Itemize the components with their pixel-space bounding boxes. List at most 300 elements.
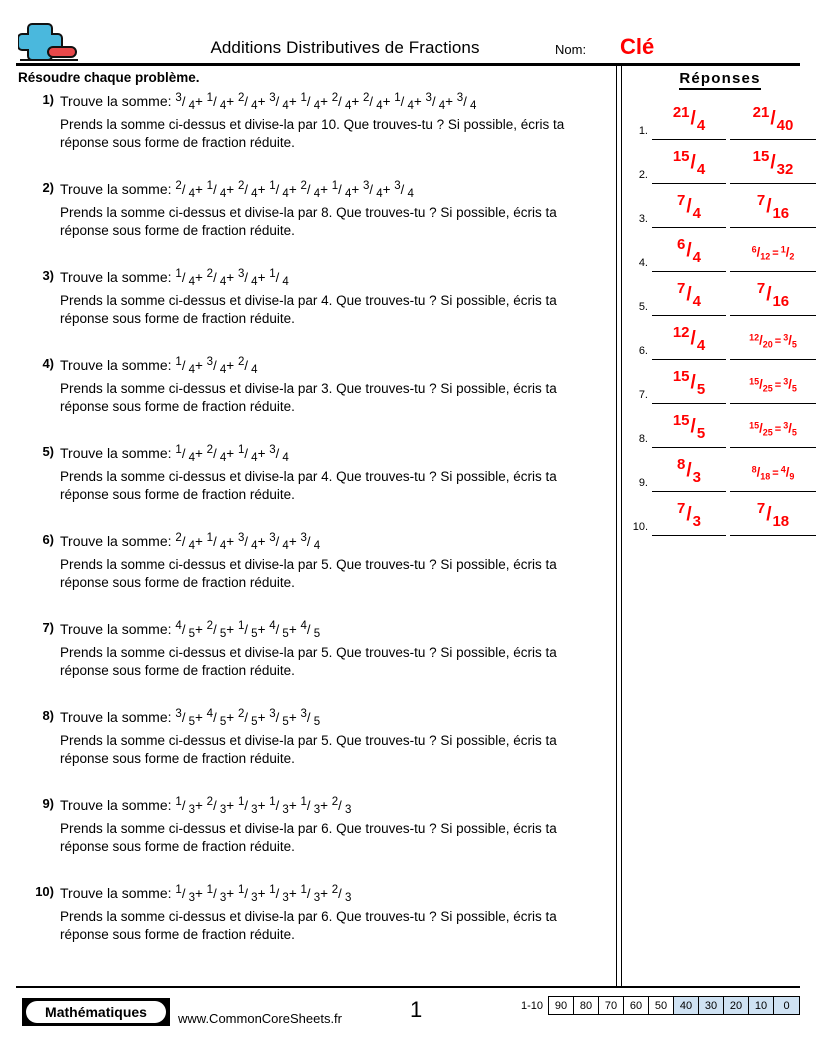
- fraction-denominator: 5: [185, 716, 196, 728]
- score-scale-cell: 0: [774, 997, 799, 1014]
- problem-prompt: Trouve la somme:: [60, 533, 176, 549]
- fraction-term: [207, 620, 227, 641]
- fraction-slash: /: [338, 182, 342, 197]
- answer-slash: /: [686, 459, 692, 481]
- answer-index: 6.: [638, 345, 648, 357]
- fraction-term: [300, 92, 320, 113]
- reduced-slash: /: [785, 243, 790, 259]
- fraction-numerator: 1: [175, 444, 182, 456]
- score-scale: [521, 996, 800, 1015]
- problem-body: [60, 92, 608, 151]
- answer-fraction: [756, 279, 790, 310]
- column-divider: [616, 66, 622, 986]
- answer-quotient-blank[interactable]: [730, 186, 816, 228]
- problem-number: 7): [42, 620, 54, 635]
- answer-quotient-blank[interactable]: [730, 406, 816, 448]
- equals-sign: =: [774, 334, 782, 347]
- answer-row: [626, 228, 798, 272]
- reduced-denominator: 5: [791, 426, 797, 437]
- fraction-term: [207, 92, 227, 113]
- fraction-numerator: 1: [394, 92, 401, 104]
- fraction-numerator: 2: [331, 92, 339, 104]
- answer-fraction: [672, 367, 706, 398]
- fraction-slash: /: [275, 622, 280, 637]
- fraction-numerator: 1: [300, 92, 307, 104]
- problem-number: 2): [42, 180, 54, 195]
- fraction-denominator: 3: [247, 804, 258, 816]
- fraction-term: [269, 796, 289, 817]
- answer-sum-blank[interactable]: [652, 406, 726, 448]
- answer-numerator: 15: [672, 367, 690, 385]
- fraction-numerator: 1: [175, 884, 182, 896]
- fraction-numerator: 1: [175, 268, 182, 280]
- plus-sign: +: [195, 270, 207, 285]
- plus-sign: +: [288, 94, 301, 109]
- fraction-denominator: 4: [216, 276, 227, 288]
- fraction-numerator: 1: [269, 268, 276, 280]
- problem-expression: [60, 620, 608, 641]
- answer-slash: /: [690, 371, 696, 393]
- problem-body: [60, 884, 608, 943]
- fraction-numerator: 2: [331, 796, 339, 808]
- plus-sign: +: [288, 182, 301, 197]
- fraction-term: [269, 180, 289, 201]
- answer-reduced-expression: [749, 421, 797, 435]
- fraction-slash: /: [213, 798, 217, 813]
- score-scale-cell: 80: [574, 997, 599, 1014]
- answer-row: [626, 96, 798, 140]
- answer-index: 5.: [638, 301, 648, 313]
- fraction-slash: /: [306, 886, 311, 901]
- answer-denominator: 4: [692, 248, 701, 266]
- fraction-term: [207, 708, 227, 729]
- fraction-numerator: 1: [237, 444, 245, 456]
- problem-prompt: Trouve la somme:: [60, 621, 176, 637]
- answer-slash: /: [759, 331, 763, 347]
- answer-quotient-value: [730, 142, 816, 183]
- plus-sign: +: [195, 622, 207, 637]
- fraction-slash: /: [369, 94, 374, 109]
- answer-denominator: 3: [692, 512, 701, 530]
- answer-reduced-expression: [752, 465, 795, 479]
- plus-sign: +: [195, 534, 207, 549]
- fraction-term: [426, 92, 446, 113]
- site-url: www.CommonCoreSheets.fr: [178, 1011, 342, 1026]
- fraction-numerator: 2: [175, 180, 182, 192]
- page-title: Additions Distributives de Fractions: [210, 38, 480, 57]
- fraction-term: [269, 268, 289, 289]
- answer-index: 3.: [638, 213, 648, 225]
- answer-sum-blank[interactable]: [652, 274, 726, 316]
- problem-instruction: Prends la somme ci-dessus et divise-la par 5. Que trouves-tu ? Si possible, écris ta réponse sous forme de fraction réduite.: [60, 733, 557, 766]
- answer-sum-value: [652, 450, 726, 491]
- fraction-denominator: 4: [373, 188, 383, 200]
- reduced-numerator: 1: [780, 243, 786, 254]
- fraction-denominator: 4: [185, 100, 196, 112]
- answer-sum-value: [652, 406, 726, 447]
- fraction-denominator: 4: [185, 276, 196, 288]
- fraction-numerator: 1: [175, 796, 182, 808]
- fraction-numerator: 2: [363, 92, 370, 104]
- fraction-term: [300, 884, 320, 905]
- name-label: Nom:: [555, 42, 587, 57]
- fraction-numerator: 3: [206, 356, 214, 368]
- fraction-slash: /: [275, 798, 280, 813]
- answer-fraction: [672, 411, 706, 442]
- footer-rule: [16, 986, 800, 988]
- answer-denominator: 25: [762, 382, 773, 393]
- answer-numerator: 6: [677, 235, 686, 253]
- answer-denominator: 3: [692, 468, 701, 486]
- answer-sum-value: [652, 230, 726, 271]
- answer-quotient-blank[interactable]: [730, 230, 816, 272]
- answer-sum-blank[interactable]: [652, 230, 726, 272]
- answer-sum-blank[interactable]: [652, 362, 726, 404]
- plus-sign: +: [226, 534, 238, 549]
- fraction-term: [207, 180, 227, 201]
- fraction-numerator: 2: [237, 92, 245, 104]
- fraction-denominator: 4: [279, 100, 289, 112]
- score-scale-range: 1-10: [520, 999, 543, 1012]
- answer-fraction: [672, 323, 706, 354]
- problem-expression: [60, 796, 608, 817]
- answer-row: [626, 404, 798, 448]
- answer-slash: /: [770, 151, 776, 173]
- answer-slash: /: [766, 195, 772, 217]
- problem-number: 4): [42, 356, 54, 371]
- fraction-slash: /: [213, 886, 217, 901]
- answer-quotient-blank[interactable]: [730, 450, 816, 492]
- problem-item: [18, 884, 608, 960]
- answer-numerator: 12: [749, 331, 760, 342]
- fraction-numerator: 3: [456, 92, 464, 104]
- fraction-slash: /: [213, 446, 217, 461]
- score-scale-cell: 30: [699, 997, 724, 1014]
- answer-row: [626, 316, 798, 360]
- problem-prompt: Trouve la somme:: [60, 709, 176, 725]
- fraction-term: [238, 620, 258, 641]
- problem-instruction: Prends la somme ci-dessus et divise-la par 10. Que trouves-tu ? Si possible, écris ta réponse sous forme de fraction réduite.: [60, 117, 565, 150]
- answer-index: 9.: [638, 477, 648, 489]
- fraction-numerator: 2: [237, 356, 245, 368]
- problem-expression: [60, 444, 608, 465]
- fraction-term: [269, 92, 289, 113]
- fraction-numerator: 1: [206, 180, 214, 192]
- reduced-denominator: 5: [791, 382, 797, 393]
- problem-expression: [60, 884, 608, 905]
- fraction-denominator: 3: [247, 892, 258, 904]
- problem-item: [18, 180, 608, 256]
- answer-quotient-blank[interactable]: [730, 274, 816, 316]
- instruction-text: Résoudre chaque problème.: [18, 70, 200, 85]
- problem-list: [18, 92, 608, 972]
- fraction-slash: /: [181, 270, 186, 285]
- score-scale-cell: 50: [649, 997, 674, 1014]
- fraction-denominator: 4: [247, 188, 258, 200]
- answer-index: 4.: [638, 257, 648, 269]
- fraction-slash: /: [338, 798, 342, 813]
- answer-denominator: 4: [696, 160, 706, 178]
- plus-minus-icon: [18, 18, 80, 62]
- answer-quotient-blank[interactable]: [730, 494, 816, 536]
- problem-expression: [60, 708, 608, 729]
- plus-sign: +: [288, 622, 301, 637]
- answer-denominator: 4: [696, 116, 706, 134]
- fraction-numerator: 1: [237, 884, 245, 896]
- answer-sum-value: [652, 318, 726, 359]
- fraction-denominator: 4: [247, 540, 258, 552]
- fraction-numerator: 1: [300, 796, 307, 808]
- plus-sign: +: [257, 446, 270, 461]
- fraction-numerator: 1: [269, 180, 276, 192]
- answer-sum-blank[interactable]: [652, 450, 726, 492]
- score-scale-cell: 60: [624, 997, 649, 1014]
- answer-quotient-value: [730, 362, 816, 403]
- problem-prompt: Trouve la somme:: [60, 885, 176, 901]
- fraction-denominator: 4: [247, 364, 258, 376]
- fraction-denominator: 3: [341, 804, 352, 816]
- plus-sign: +: [382, 94, 395, 109]
- plus-sign: +: [226, 886, 238, 901]
- answer-numerator: 12: [672, 323, 690, 341]
- answer-fraction: [672, 147, 706, 178]
- equals-sign: =: [774, 422, 782, 435]
- fraction-denominator: 4: [279, 452, 289, 464]
- fraction-term: [175, 180, 195, 201]
- answer-slash: /: [766, 283, 772, 305]
- fraction-term: [394, 92, 414, 113]
- answer-slash: /: [756, 243, 761, 259]
- fraction-slash: /: [244, 622, 248, 637]
- problem-number: 6): [42, 532, 54, 547]
- fraction-slash: /: [244, 534, 248, 549]
- problem-instruction: Prends la somme ci-dessus et divise-la par 6. Que trouves-tu ? Si possible, écris ta réponse sous forme de fraction réduite.: [60, 909, 557, 942]
- fraction-slash: /: [306, 94, 311, 109]
- answer-denominator: 4: [692, 204, 701, 222]
- plus-sign: +: [257, 270, 270, 285]
- fraction-term: [207, 356, 227, 377]
- answer-quotient-blank[interactable]: [730, 142, 816, 184]
- fraction-term: [269, 532, 289, 553]
- fraction-numerator: 1: [206, 532, 214, 544]
- answer-slash: /: [756, 463, 761, 479]
- fraction-term: [175, 532, 195, 553]
- fraction-slash: /: [306, 710, 311, 725]
- problem-prompt: Trouve la somme:: [60, 445, 176, 461]
- answer-sum-blank[interactable]: [652, 494, 726, 536]
- answer-slash: /: [759, 375, 763, 391]
- problem-body: [60, 356, 608, 415]
- problem-item: [18, 444, 608, 520]
- fraction-numerator: 1: [237, 620, 245, 632]
- answer-sum-blank[interactable]: [652, 186, 726, 228]
- fraction-denominator: 5: [185, 628, 196, 640]
- fraction-term: [175, 356, 195, 377]
- plus-sign: +: [226, 358, 238, 373]
- fraction-slash: /: [244, 182, 248, 197]
- fraction-term: [175, 92, 195, 113]
- fraction-numerator: 4: [206, 708, 214, 720]
- fraction-denominator: 3: [185, 804, 196, 816]
- plus-sign: +: [257, 886, 270, 901]
- fraction-term: [175, 620, 195, 641]
- fraction-slash: /: [244, 446, 248, 461]
- fraction-term: [269, 444, 289, 465]
- reduced-numerator: 3: [783, 375, 789, 386]
- answer-sum-blank[interactable]: [652, 318, 726, 360]
- problem-instruction: Prends la somme ci-dessus et divise-la par 5. Que trouves-tu ? Si possible, écris ta réponse sous forme de fraction réduite.: [60, 557, 557, 590]
- plus-sign: +: [257, 182, 270, 197]
- fraction-slash: /: [244, 94, 248, 109]
- plus-sign: +: [257, 534, 270, 549]
- problem-body: [60, 532, 608, 591]
- fraction-term: [238, 708, 258, 729]
- problem-expression: [60, 92, 608, 113]
- answer-fraction: [672, 103, 706, 134]
- answer-fraction: [756, 191, 790, 222]
- fraction-slash: /: [181, 94, 186, 109]
- fraction-numerator: 3: [300, 532, 307, 544]
- plus-sign: +: [413, 94, 426, 109]
- answer-sum-blank[interactable]: [652, 142, 726, 184]
- problem-number: 3): [42, 268, 54, 283]
- answers-heading: [640, 70, 800, 87]
- problem-prompt: Trouve la somme:: [60, 93, 176, 109]
- fraction-denominator: 3: [185, 892, 196, 904]
- fraction-denominator: 4: [185, 452, 196, 464]
- fraction-denominator: 5: [216, 716, 227, 728]
- fraction-term: [363, 92, 383, 113]
- fraction-slash: /: [275, 270, 280, 285]
- fraction-numerator: 1: [175, 356, 182, 368]
- fraction-slash: /: [181, 446, 186, 461]
- plus-sign: +: [257, 710, 270, 725]
- fraction-term: [207, 532, 227, 553]
- fraction-slash: /: [431, 94, 436, 109]
- problem-body: [60, 796, 608, 855]
- fraction-numerator: 1: [206, 92, 214, 104]
- fraction-slash: /: [181, 798, 186, 813]
- problem-expression: [60, 356, 608, 377]
- problem-body: [60, 708, 608, 767]
- answer-denominator: 18: [760, 470, 771, 481]
- answer-quotient-value: [730, 98, 816, 139]
- fraction-term: [394, 180, 414, 201]
- fraction-term: [175, 268, 195, 289]
- fraction-slash: /: [213, 182, 217, 197]
- fraction-term: [269, 884, 289, 905]
- fraction-numerator: 2: [206, 268, 214, 280]
- fraction-numerator: 1: [269, 796, 276, 808]
- answer-slash: /: [770, 107, 776, 129]
- answer-reduced-expression: [749, 333, 797, 347]
- answer-numerator: 7: [756, 279, 766, 297]
- plus-sign: +: [320, 94, 332, 109]
- answer-key-marker: Clé: [620, 34, 655, 59]
- plus-sign: +: [257, 798, 270, 813]
- fraction-term: [269, 620, 289, 641]
- problem-instruction: Prends la somme ci-dessus et divise-la par 5. Que trouves-tu ? Si possible, écris ta réponse sous forme de fraction réduite.: [60, 645, 557, 678]
- fraction-term: [207, 444, 227, 465]
- fraction-numerator: 2: [175, 532, 182, 544]
- fraction-numerator: 1: [331, 180, 339, 192]
- fraction-slash: /: [244, 798, 248, 813]
- answer-index: 8.: [638, 433, 648, 445]
- answer-numerator: 15: [752, 147, 770, 165]
- answer-slash: /: [686, 503, 692, 525]
- fraction-denominator: 5: [247, 628, 258, 640]
- fraction-slash: /: [275, 446, 280, 461]
- plus-sign: +: [195, 94, 207, 109]
- answer-quotient-blank[interactable]: [730, 362, 816, 404]
- fraction-numerator: 3: [394, 180, 401, 192]
- score-scale-cell: 20: [724, 997, 749, 1014]
- reduced-denominator: 5: [791, 338, 797, 349]
- answer-quotient-value: [730, 318, 816, 359]
- plus-sign: +: [382, 182, 395, 197]
- answer-slash: /: [690, 415, 696, 437]
- answer-key-list: [626, 96, 798, 536]
- fraction-term: [300, 796, 320, 817]
- plus-sign: +: [195, 358, 207, 373]
- fraction-term: [300, 532, 320, 553]
- page-number: 1: [410, 997, 423, 1022]
- reduced-numerator: 3: [783, 331, 789, 342]
- fraction-denominator: 4: [216, 540, 227, 552]
- answer-fraction: [752, 103, 794, 134]
- fraction-term: [332, 884, 352, 905]
- answer-index: 10.: [632, 521, 648, 533]
- fraction-denominator: 5: [279, 716, 289, 728]
- fraction-slash: /: [181, 622, 186, 637]
- answer-quotient-value: [730, 406, 816, 447]
- reduced-denominator: 9: [789, 470, 795, 481]
- fraction-denominator: 4: [216, 364, 227, 376]
- answer-sum-value: [652, 186, 726, 227]
- plus-sign: +: [226, 446, 238, 461]
- fraction-numerator: 1: [269, 884, 276, 896]
- plus-sign: +: [195, 710, 207, 725]
- fraction-denominator: 4: [247, 452, 258, 464]
- fraction-denominator: 4: [247, 276, 258, 288]
- problem-item: [18, 620, 608, 696]
- answer-slash: /: [690, 107, 696, 129]
- fraction-slash: /: [338, 94, 342, 109]
- answer-row: [626, 492, 798, 536]
- score-scale-cell: 70: [599, 997, 624, 1014]
- fraction-slash: /: [275, 94, 280, 109]
- answer-quotient-blank[interactable]: [730, 98, 816, 140]
- fraction-slash: /: [213, 534, 217, 549]
- fraction-denominator: 4: [216, 100, 227, 112]
- problem-expression: [60, 532, 608, 553]
- plus-sign: +: [226, 270, 238, 285]
- problem-number: 5): [42, 444, 54, 459]
- problem-item: [18, 708, 608, 784]
- fraction-term: [457, 92, 477, 113]
- fraction-numerator: 1: [206, 884, 214, 896]
- fraction-numerator: 3: [175, 708, 182, 720]
- answer-sum-value: [652, 98, 726, 139]
- answer-quotient-blank[interactable]: [730, 318, 816, 360]
- fraction-numerator: 1: [300, 884, 307, 896]
- fraction-term: [175, 796, 195, 817]
- answer-slash: /: [686, 283, 692, 305]
- fraction-slash: /: [275, 182, 280, 197]
- fraction-denominator: 4: [279, 276, 289, 288]
- answer-sum-blank[interactable]: [652, 98, 726, 140]
- fraction-denominator: 5: [216, 628, 227, 640]
